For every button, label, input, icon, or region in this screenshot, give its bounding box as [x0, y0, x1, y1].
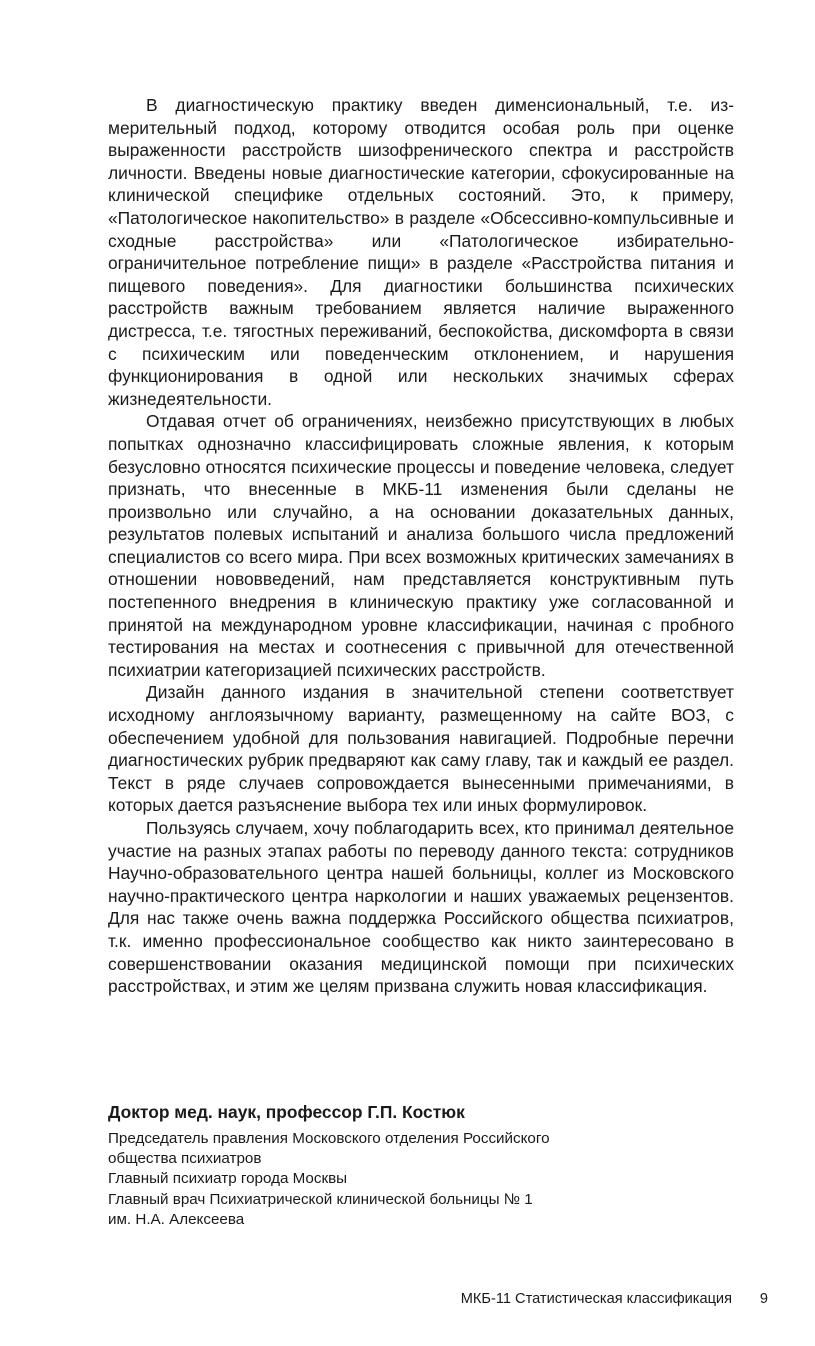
- body-text: [108, 94, 734, 998]
- running-title: МКБ-11 Статистическая классификация: [460, 1291, 732, 1307]
- paragraph: В диагностическую практику введен дименсиональный, т.е. измерительный подход, которому отводится особая роль при оценке выраженности расстройств шизофренического спектра и расстройств личности. Введены новые диагностические категории, сфокусированные на клинической специфике отдельных состояний. Это, к примеру, «Патологическое накопительство» в разделе «Обсессивно-компульсивные и сходные расстройства» или «Патологическое избирательно-ограничительное потребление пищи» в разделе «Расстройства питания и пищевого поведения». Для диагностики большинства психических расстройств важным требованием является наличие выраженного дистресса, т.е. тягостных переживаний, беспокойства, дискомфорта в связи с психическим или поведенческим отклонением, и нарушения функционирования в одной или нескольких значимых сферах жизнедеятельности.: [108, 95, 734, 409]
- signature-position-line: Председатель правления Московского отделения Российского: [108, 1130, 550, 1147]
- signature-position-line: Главный психиатр города Москвы: [108, 1170, 348, 1188]
- paragraph: Отдавая отчет об ограничениях, неизбежно присутствующих в любых попытках однозначно классифицировать сложные явления, к которым безусловно относятся психические процессы и поведение человека, следует признать, что внесенные в МКБ-11 изменения были сделаны не произвольно или случайно, а на основании доказательных данных, результатов полевых испытаний и анализа большого числа предложений специалистов со всего мира. При всех возможных критических замечаниях в отношении нововведений, нам представляется конструктивным путь постепенного внедрения в клиническую практику уже согласованной и принятой на международном уровне классификации, начиная с пробного тестирования на местах и соотнесения с привычной для отечественной психиатрии категоризацией психических расстройств.: [108, 411, 734, 680]
- page-number: 9: [759, 1291, 768, 1307]
- paragraph: Дизайн данного издания в значительной степени соответствует исходному англоязычному варианту, размещенному на сайте ВОЗ, с обеспечением удобной для пользования навигацией. Подробные перечни диагностических рубрик предваряют как саму главу, так и каждый ее раздел. Текст в ряде случаев сопровождается вынесенными примечаниями, в которых дается разъяснение выбора тех или иных формулировок.: [108, 682, 734, 816]
- page-footer: [420, 1288, 780, 1310]
- paragraph: Пользуясь случаем, хочу поблагодарить всех, кто принимал деятельное участие на разных этапах работы по переводу данного текста: сотрудников Научно-образовательного центра нашей больницы, коллег из Московского научно-практического центра наркологии и наших уважаемых рецензентов. Для нас также очень важна поддержка Российского общества психиатров, т.к. именно профессиональное сообщество как никто заинтересовано в совершенствовании оказания медицинской помощи при психических расстройствах, и этим же целям призвана служить новая классификация.: [108, 818, 734, 997]
- signature-name: Доктор мед. наук, профессор Г.П. Костюк: [108, 1102, 465, 1122]
- signature-block: [108, 1101, 734, 1230]
- signature-position-line: им. Н.А. Алексеева: [108, 1210, 245, 1228]
- signature-position-line: Главный врач Психиатрической клинической больницы № 1: [108, 1190, 533, 1208]
- signature-position-line: общества психиатров: [108, 1150, 262, 1168]
